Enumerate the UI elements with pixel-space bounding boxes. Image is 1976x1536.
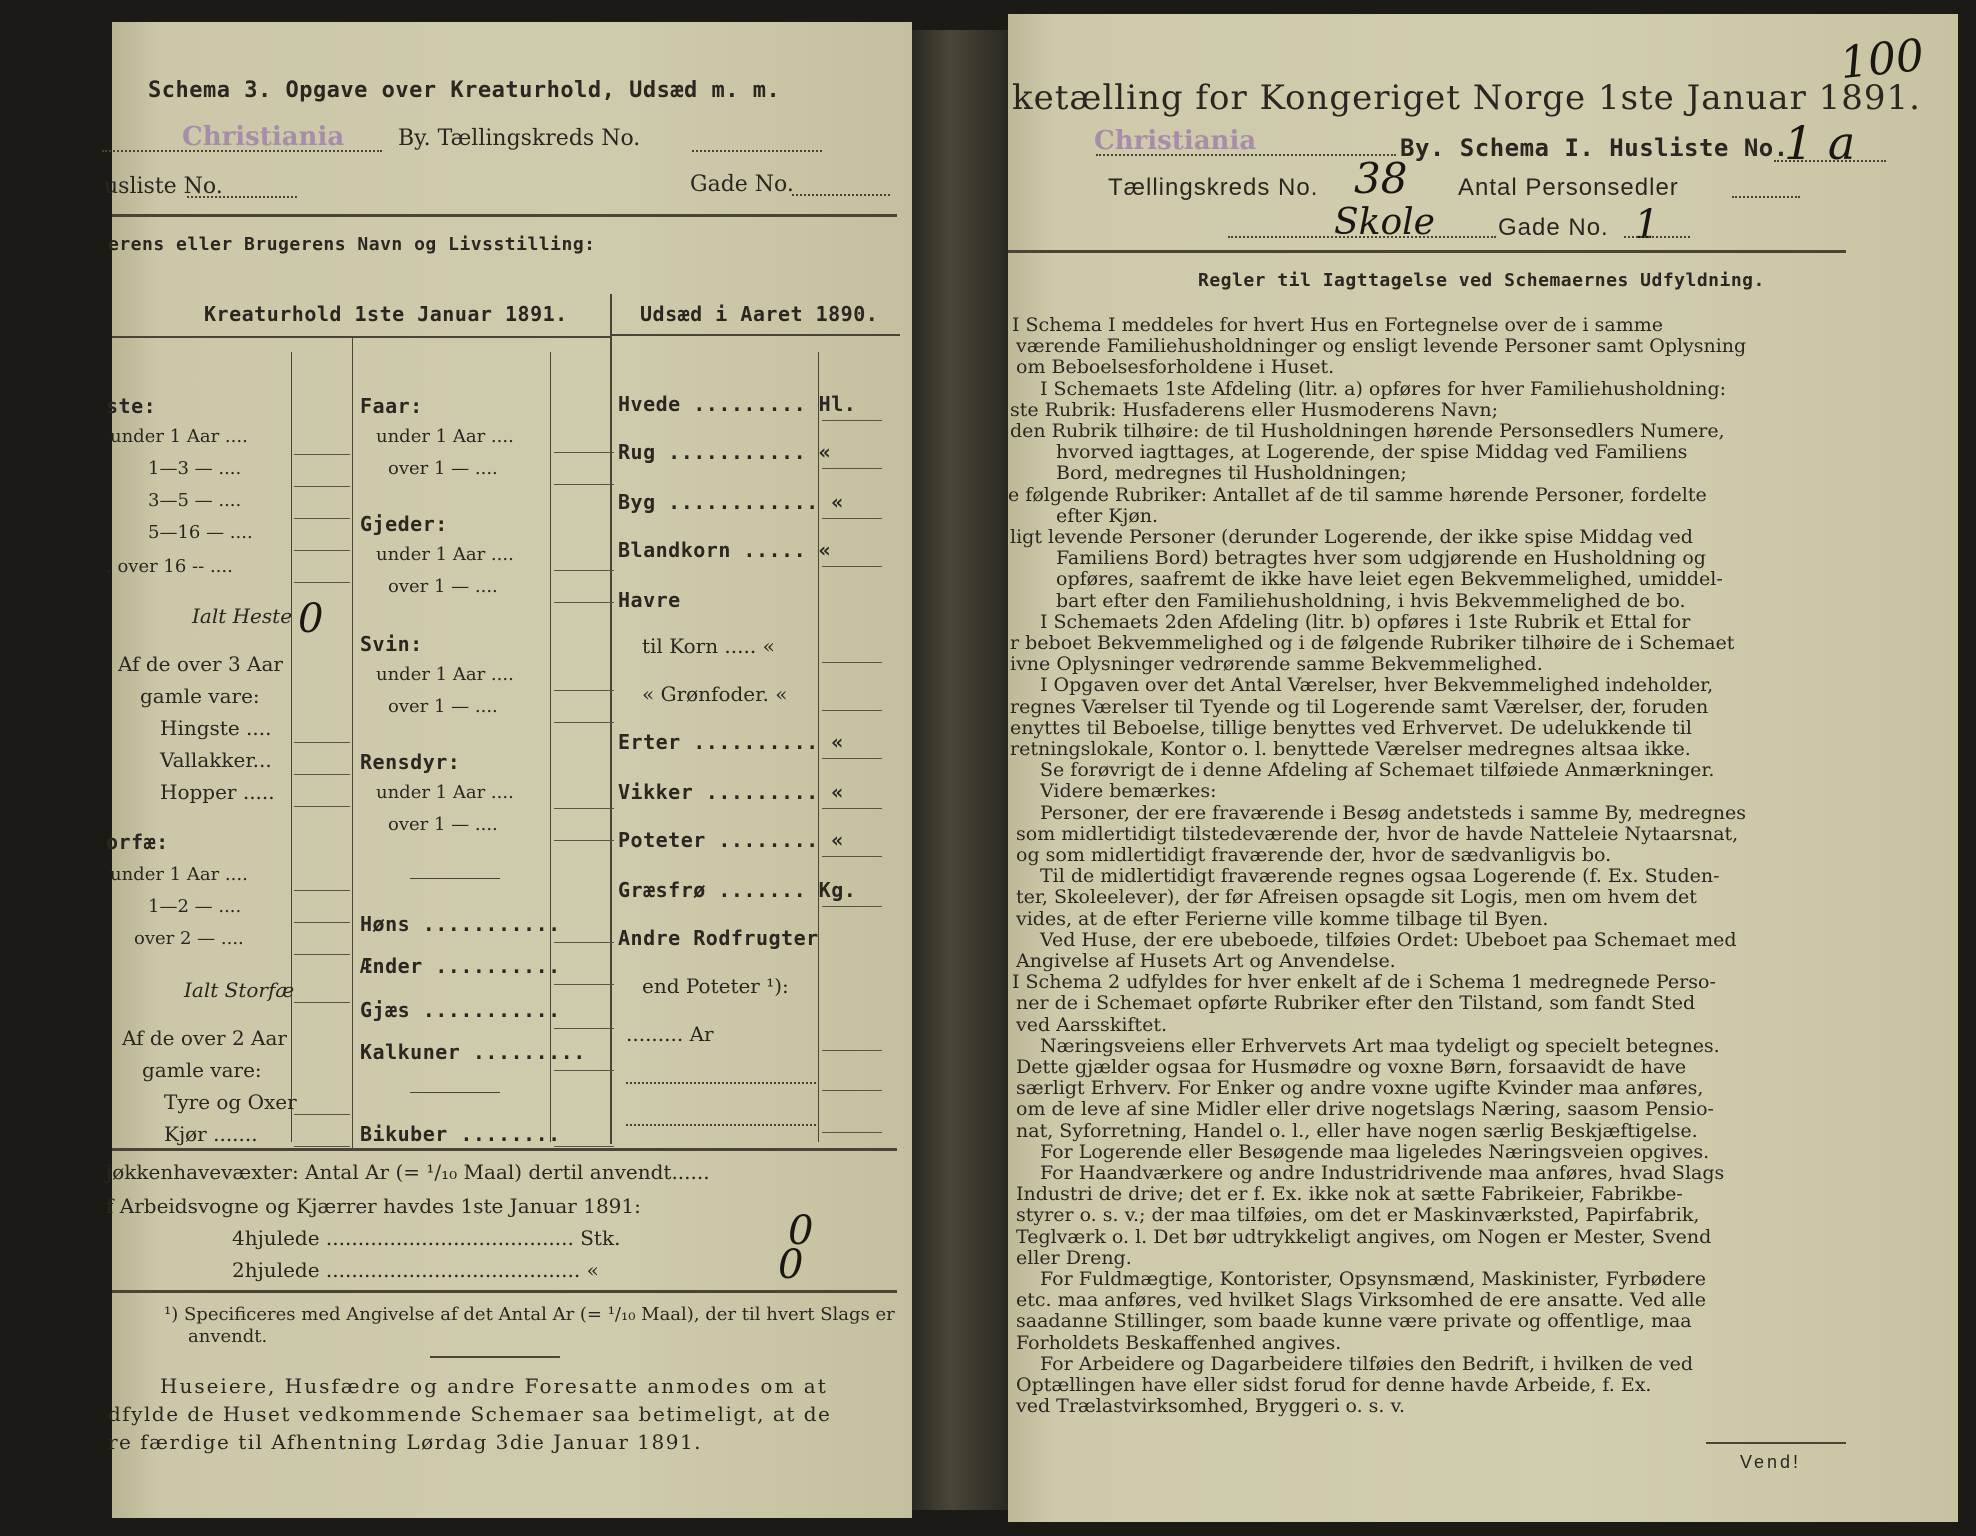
udsaed-header: Udsæd i Aaret 1890.: [640, 302, 879, 326]
rule-text-line: For Logerende eller Besøgende maa ligeledes Næringsveien opgives.: [1040, 1140, 1710, 1163]
rule-text-line: styrer o. s. v.; der maa tilføies, om det er Maskinværksted, Papirfabrik,: [1016, 1204, 1700, 1227]
rule-text-line: og som midlertidigt fraværende der, hvor de sædvanligvis bo.: [1016, 844, 1612, 866]
gjeder-row: over 1 — ....: [388, 576, 498, 597]
entry-line: [822, 662, 882, 663]
heste-row: 3—5 — ....: [148, 490, 242, 511]
hjul4-value: 0: [788, 1208, 814, 1254]
left-page-schema-3: [104, 22, 912, 1518]
gade-label: Gade No.: [690, 172, 794, 197]
heste-sub: Vallakker...: [160, 748, 272, 772]
entry-line: [554, 1070, 614, 1071]
rule-text-line: For Haandværkere og andre Industridrivende maa anføres, hvad Slags: [1040, 1162, 1725, 1184]
gade-no-label: Gade No.: [1498, 214, 1609, 241]
entry-line: [822, 1090, 882, 1091]
entry-line: [822, 1050, 882, 1051]
rule: [1008, 250, 1846, 253]
rule: [112, 1148, 897, 1151]
rule-text-line: vides, at de efter Ferierne ville komme tilbage til Byen.: [1016, 907, 1549, 930]
rule-text-line: Forholdets Beskaffenhed angives.: [1016, 1331, 1342, 1354]
rule-text-line: I Schema I meddeles for hvert Hus en Fortegnelse over de i samme: [1012, 314, 1663, 336]
rule-text-line: Dette gjælder ogsaa for Husmødre og voxne Børn, forsaavidt de have: [1016, 1056, 1687, 1078]
rule-text-line: efter Kjøn.: [1056, 504, 1159, 527]
taellingskreds-value: 38: [1354, 154, 1408, 203]
husliste-value: 1 a: [1784, 116, 1856, 170]
kalkuner-row: Kalkuner .........: [360, 1040, 586, 1064]
rule-text-line: særligt Erhverv. For Enker og andre voxne ugifte Kvinder maa anføres,: [1016, 1077, 1704, 1100]
rule-text-line: e følgende Rubriker: Antallet af de til samme hørende Personer, fordelte: [1008, 483, 1707, 506]
city-dotted-line: [102, 150, 382, 152]
entry-line: [822, 808, 882, 809]
svin-row: over 1 — ....: [388, 696, 498, 717]
husliste-dotted-line: [187, 196, 297, 198]
udsaed-havre: Havre: [618, 588, 681, 612]
entry-line: [294, 550, 350, 551]
entry-line: [554, 570, 614, 571]
udsaed-til-korn: til Korn ..... «: [642, 634, 775, 658]
rule: [430, 1356, 560, 1358]
rule-text-line: I Schema 2 udfyldes for hver enkelt af de i Schema 1 medregnede Perso-: [1012, 971, 1716, 994]
udsaed-byg: Byg ............ «: [618, 490, 844, 514]
gjeder-title: Gjeder:: [360, 512, 448, 536]
rule-text-line: regnes Værelser til Tyende og til Logerende samt Værelser, der, foruden: [1010, 695, 1709, 718]
entry-line: [822, 468, 882, 469]
udsaed-gronfoder: « Grønfoder. «: [642, 682, 788, 706]
rule-text-line: ivne Oplysninger vedrørende samme Bekvemmelighed.: [1010, 653, 1543, 676]
rensdyr-row: under 1 Aar ....: [376, 782, 514, 803]
rule-text-line: ved Aarsskiftet.: [1016, 1013, 1167, 1036]
rule-text-line: den Rubrik tilhøire: de til Husholdningen hørende Personsedlers Numere,: [1010, 420, 1725, 442]
rule-text-line: værende Familiehusholdninger og ensligt levende Personer samt Oplysning: [1016, 335, 1747, 358]
heste-gamle: gamle vare:: [140, 684, 260, 708]
rule-text-line: hvorved iagttages, at Logerende, der spise Middag ved Familiens: [1056, 441, 1688, 464]
column-divider: [550, 352, 551, 1142]
census-title: ketælling for Kongeriget Norge 1ste Januar 1891.: [1012, 78, 1921, 118]
entry-line: [822, 710, 882, 711]
entry-line: [554, 602, 614, 603]
rule-text-line: enyttes til Beboelse, tillige benyttes ved Erhvervet. De udelukkende til: [1010, 716, 1692, 739]
rule-text-line: Teglværk o. l. Det bør udtrykkeligt angives, om Nogen er Mester, Svend: [1016, 1225, 1712, 1248]
gjeder-row: under 1 Aar ....: [376, 544, 514, 565]
storfae-sub: Tyre og Oxer: [164, 1090, 297, 1114]
entry-line: [294, 890, 350, 891]
udsaed-graesfro: Græsfrø ....... Kg.: [618, 878, 857, 902]
closing-line: Huseiere, Husfædre og andre Foresatte anmodes om at: [160, 1374, 828, 1398]
storfae-row: 1—2 — ....: [148, 896, 242, 917]
rule-text-line: ligt levende Personer (derunder Logerende, der ikke spise Middag ved: [1010, 526, 1693, 548]
rule-text-line: nat, Syforretning, Handel o. l., eller have nogen særlig Beskjæftigelse.: [1016, 1119, 1698, 1142]
rule-text-line: etc. maa anføres, ved hvilket Slags Virksomhed de ere ansatte. Ved alle: [1016, 1289, 1707, 1312]
binding-gutter: [912, 30, 1008, 1510]
entry-line: [294, 742, 350, 743]
rule: [112, 1290, 897, 1293]
udsaed-blandkorn: Blandkorn ..... «: [618, 538, 832, 562]
column-divider: [610, 294, 612, 1144]
entry-line: [822, 906, 882, 907]
rule-text-line: som midlertidigt tilstedeværende der, hvor de havde Natteleie Nytaarsnat,: [1016, 822, 1739, 845]
closing-line: dfylde de Huset vedkommende Schemaer saa betimeligt, at de: [108, 1402, 832, 1426]
rule-text-line: I Schemaets 2den Afdeling (litr. b) opføres i 1ste Rubrik et Ettal for: [1040, 610, 1691, 633]
entry-line: [294, 486, 350, 487]
by-taellingskreds-label: By. Tællingskreds No.: [398, 126, 641, 151]
rule-text-line: Se forøvrigt de i denne Afdeling af Schemaet tilføiede Anmærkninger.: [1040, 759, 1715, 782]
rule-text-line: Familiens Bord) betragtes hver som udgjørende en Husholdning og: [1056, 547, 1706, 570]
taellingskreds-dotted-line: [692, 150, 822, 152]
hjul4-line: 4hjulede ....................................... Stk.: [232, 1226, 621, 1250]
rule-text-line: saadanne Stillinger, som baade kunne være private og offentlige, maa: [1016, 1310, 1692, 1333]
entry-line: [294, 454, 350, 455]
antal-personsedler-label: Antal Personsedler: [1458, 174, 1679, 201]
ialt-heste-label: Ialt Heste: [192, 604, 293, 628]
rule-text-line: om Beboelsesforholdene i Huset.: [1016, 356, 1335, 379]
rule-text-line: bart efter den Familiehusholdning, i hvis Bekvemmelighed de bo.: [1056, 589, 1686, 612]
rensdyr-row: over 1 — ....: [388, 814, 498, 835]
hjul2-line: 2hjulede ........................................ «: [232, 1258, 599, 1282]
rule-text-line: r beboet Bekvemmelighed og i de følgende Rubriker tilhøire de i Schemaet: [1010, 632, 1735, 654]
ialt-storfae-label: Ialt Storfæ: [184, 978, 295, 1002]
aender-row: Ænder ..........: [360, 954, 561, 978]
vend-label: Vend!: [1740, 1452, 1802, 1472]
page-number: 100: [1837, 29, 1927, 90]
rule-text-line: ste Rubrik: Husfaderens eller Husmoderens Navn;: [1010, 398, 1499, 421]
gade-name-value: Skole: [1334, 202, 1435, 243]
rule-text-line: Optællingen have eller sidst forud for denne havde Arbeide, f. Ex.: [1016, 1374, 1652, 1396]
rule-text-line: om de leve af sine Midler eller drive nogetslags Næring, saasom Pensio-: [1016, 1098, 1714, 1121]
entry-line: [294, 774, 350, 775]
entry-line: [554, 690, 614, 691]
gade-no-dotted-line: [1624, 236, 1690, 238]
rule-text-line: For Fuldmægtige, Kontorister, Opsynsmænd, Maskinister, Fyrbødere: [1040, 1268, 1706, 1290]
udsaed-rug: Rug ........... «: [618, 440, 832, 464]
rule-text-line: eller Dreng.: [1016, 1246, 1132, 1269]
stamp-christiania: Christiania: [1094, 126, 1257, 156]
rule: [112, 336, 610, 338]
rule: [610, 334, 900, 336]
rule-text-line: Til de midlertidigt fraværende regnes ogsaa Logerende (f. Ex. Studen-: [1040, 865, 1720, 888]
udsaed-andre: Andre Rodfrugter: [618, 926, 819, 950]
faar-title: Faar:: [360, 394, 423, 418]
antal-dotted-line: [1732, 196, 1800, 198]
rules-title: Regler til Iagttagelse ved Schemaernes Udfyldning.: [1198, 270, 1765, 291]
entry-line: [822, 420, 882, 421]
entry-line: [554, 1146, 614, 1147]
footnote-line: anvendt.: [188, 1326, 268, 1347]
city-dotted-line: [1096, 154, 1396, 156]
rule-text-line: I Schemaets 1ste Afdeling (litr. a) opføres for hver Familiehusholdning:: [1040, 377, 1727, 400]
entry-line: [822, 856, 882, 857]
storfae-sub: Kjør .......: [164, 1122, 258, 1146]
storfae-title: orfæ:: [106, 830, 169, 854]
entry-line: [294, 954, 350, 955]
svin-row: under 1 Aar ....: [376, 664, 514, 685]
udsaed-vikker: Vikker ......... «: [618, 780, 844, 804]
entry-line: [554, 484, 614, 485]
arbeidsvogne-line: f Arbeidsvogne og Kjærrer havdes 1ste Januar 1891:: [106, 1194, 641, 1218]
storfae-row: under 1 Aar ....: [110, 864, 248, 885]
rule-text-line: Bord, medregnes til Husholdningen;: [1056, 462, 1407, 485]
rule-text-line: I Opgaven over det Antal Værelser, hver Bekvemmelighed indeholder,: [1040, 674, 1714, 697]
heste-row: under 1 Aar ....: [110, 426, 248, 447]
udsaed-hvede: Hvede ......... Hl.: [618, 392, 857, 416]
heste-af-over: Af de over 3 Aar: [118, 652, 283, 676]
rule: [410, 1092, 500, 1093]
faar-row: over 1 — ....: [388, 458, 498, 479]
entry-line: [554, 942, 614, 943]
brugerens-label: erens eller Brugerens Navn og Livsstilling:: [108, 234, 596, 255]
kjokkenhave-line: jøkkenhavevæxter: Antal Ar (= ¹/₁₀ Maal) dertil anvendt......: [106, 1160, 710, 1184]
rule-text-line: For Arbeidere og Dagarbeidere tilføies den Bedrift, i hvilken de ved: [1040, 1352, 1693, 1375]
rule-text-line: Videre bemærkes:: [1040, 780, 1217, 803]
entry-line: [554, 808, 614, 809]
rule: [410, 878, 500, 879]
svin-title: Svin:: [360, 632, 423, 656]
heste-sub: Hingste ....: [160, 716, 272, 740]
rule: [112, 214, 897, 217]
hons-row: Høns ...........: [360, 912, 561, 936]
entry-line: [294, 1146, 350, 1147]
entry-line: [822, 1132, 882, 1133]
heste-row: 1—3 — ....: [148, 458, 242, 479]
entry-line: [554, 1028, 614, 1029]
storfae-af-over: Af de over 2 Aar: [122, 1026, 287, 1050]
heste-row: 5—16 — ....: [148, 522, 253, 543]
entry-line: [554, 452, 614, 453]
gjaes-row: Gjæs ...........: [360, 998, 561, 1022]
dotted-line: [626, 1124, 816, 1126]
udsaed-end-poteter: end Poteter ¹):: [642, 974, 789, 998]
rule-text-line: opføres, saafremt de ikke have leiet egen Bekvemmelighed, umiddel-: [1056, 568, 1723, 591]
rule-text-line: retningslokale, Kontor o. l. benyttede Værelser medregnes altsaa ikke.: [1010, 738, 1691, 760]
udsaed-ar: ......... Ar: [626, 1022, 714, 1046]
rule: [1706, 1442, 1846, 1444]
right-page-schema-1: [1008, 14, 1958, 1522]
footnote-line: ¹) Specificeres med Angivelse af det Antal Ar (= ¹/₁₀ Maal), der til hvert Slags er: [164, 1304, 895, 1325]
entry-line: [554, 840, 614, 841]
column-divider: [291, 352, 292, 1142]
kreaturhold-header: Kreaturhold 1ste Januar 1891.: [204, 302, 568, 326]
rule-text-line: ved Trælastvirksomhed, Bryggeri o. s. v.: [1016, 1395, 1405, 1418]
schema-3-title: Schema 3. Opgave over Kreaturhold, Udsæd m. m.: [148, 78, 781, 103]
entry-line: [294, 806, 350, 807]
rule-text-line: Angivelse af Husets Art og Anvendelse.: [1016, 950, 1396, 972]
heste-row: . over 16 -- ....: [106, 556, 233, 577]
heste-title: ste:: [106, 394, 157, 418]
entry-line: [554, 984, 614, 985]
entry-line: [294, 518, 350, 519]
udsaed-erter: Erter .......... «: [618, 730, 844, 754]
taellingskreds-label: Tællingskreds No.: [1108, 174, 1319, 201]
entry-line: [822, 758, 882, 759]
hjul2-value: 0: [778, 1242, 804, 1288]
storfae-row: over 2 — ....: [134, 928, 244, 949]
closing-line: re færdige til Afhentning Lørdag 3die Januar 1891.: [108, 1430, 703, 1454]
ialt-heste-value: 0: [298, 596, 324, 642]
rensdyr-title: Rensdyr:: [360, 750, 461, 774]
rule-text-line: Ved Huse, der ere ubeboede, tilføies Ordet: Ubeboet paa Schemaet med: [1040, 928, 1737, 951]
entry-line: [294, 582, 350, 583]
entry-line: [554, 722, 614, 723]
faar-row: under 1 Aar ....: [376, 426, 514, 447]
rule-text-line: ner de i Schemaet opførte Rubriker efter den Tilstand, som fandt Sted: [1016, 992, 1696, 1015]
entry-line: [822, 566, 882, 567]
udsaed-poteter: Poteter ........ «: [618, 828, 844, 852]
gade-no-value: 1: [1634, 202, 1660, 248]
storfae-gamle: gamle vare:: [142, 1058, 262, 1082]
rule-text-line: Næringsveiens eller Erhvervets Art maa tydeligt og specielt betegnes.: [1040, 1034, 1720, 1057]
gade-dotted-line: [792, 194, 890, 196]
heste-sub: Hopper .....: [160, 780, 275, 804]
rule-text-line: ter, Skoleelever), der før Afreisen opsagde sit Logis, men om hvem det: [1016, 886, 1697, 909]
rule-text-line: Industri de drive; det er f. Ex. ikke nok at sætte Fabrikeier, Fabrikbe-: [1016, 1183, 1683, 1206]
dotted-line: [626, 1082, 816, 1084]
husliste-label: usliste No.: [104, 174, 223, 199]
entry-line: [294, 1002, 350, 1003]
entry-line: [294, 1114, 350, 1115]
entry-line: [294, 922, 350, 923]
rule-text-line: Personer, der ere fraværende i Besøg andetsteds i samme By, medregnes: [1040, 801, 1746, 824]
entry-line: [822, 518, 882, 519]
column-divider: [352, 338, 353, 1148]
bikuber-row: Bikuber ........: [360, 1122, 561, 1146]
by-schema-label: By. Schema I. Husliste No.: [1400, 134, 1789, 162]
stamp-christiania: Christiania: [182, 122, 345, 152]
husliste-dotted-line: [1774, 160, 1886, 162]
